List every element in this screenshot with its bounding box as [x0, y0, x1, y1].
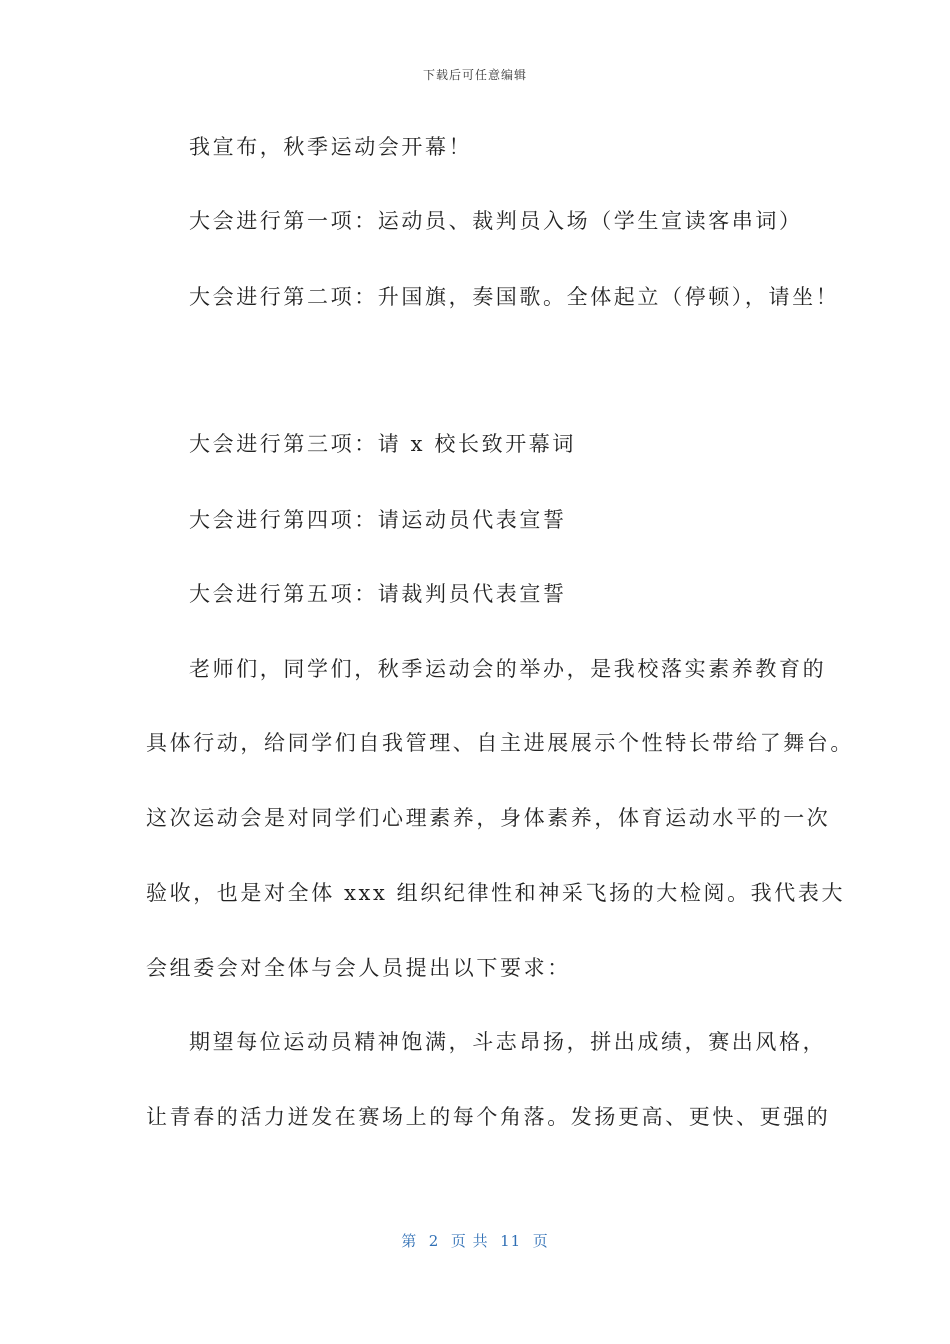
page-indicator: 第 2 页 共 11 页 — [401, 1232, 549, 1250]
body-line: 大会进行第一项：运动员、裁判员入场（学生宣读客串词） — [189, 209, 803, 233]
body-paragraph-line: 这次运动会是对同学们心理素养，身体素养，体育运动水平的一次 — [146, 806, 831, 830]
body-paragraph-line: 具体行动，给同学们自我管理、自主进展展示个性特长带给了舞台。 — [146, 731, 854, 755]
body-line: 我宣布，秋季运动会开幕！ — [189, 135, 473, 159]
body-paragraph-line: 老师们，同学们，秋季运动会的举办，是我校落实素养教育的 — [189, 657, 827, 681]
header-note: 下载后可任意编辑 — [422, 68, 527, 82]
body-paragraph-line: 期望每位运动员精神饱满，斗志昂扬，拼出成绩，赛出风格， — [189, 1030, 827, 1054]
body-paragraph-line: 会组委会对全体与会人员提出以下要求： — [146, 956, 571, 980]
body-line: 大会进行第四项：请运动员代表宣誓 — [189, 508, 567, 532]
body-paragraph-line: 让青春的活力迸发在赛场上的每个角落。发扬更高、更快、更强的 — [146, 1105, 831, 1129]
body-line: 大会进行第三项：请 x 校长致开幕词 — [189, 432, 576, 456]
body-paragraph-line: 验收，也是对全体 xxx 组织纪律性和神采飞扬的大检阅。我代表大 — [146, 881, 846, 905]
body-line: 大会进行第五项：请裁判员代表宣誓 — [189, 582, 567, 606]
body-line: 大会进行第二项：升国旗，奏国歌。全体起立（停顿），请坐！ — [189, 285, 840, 309]
